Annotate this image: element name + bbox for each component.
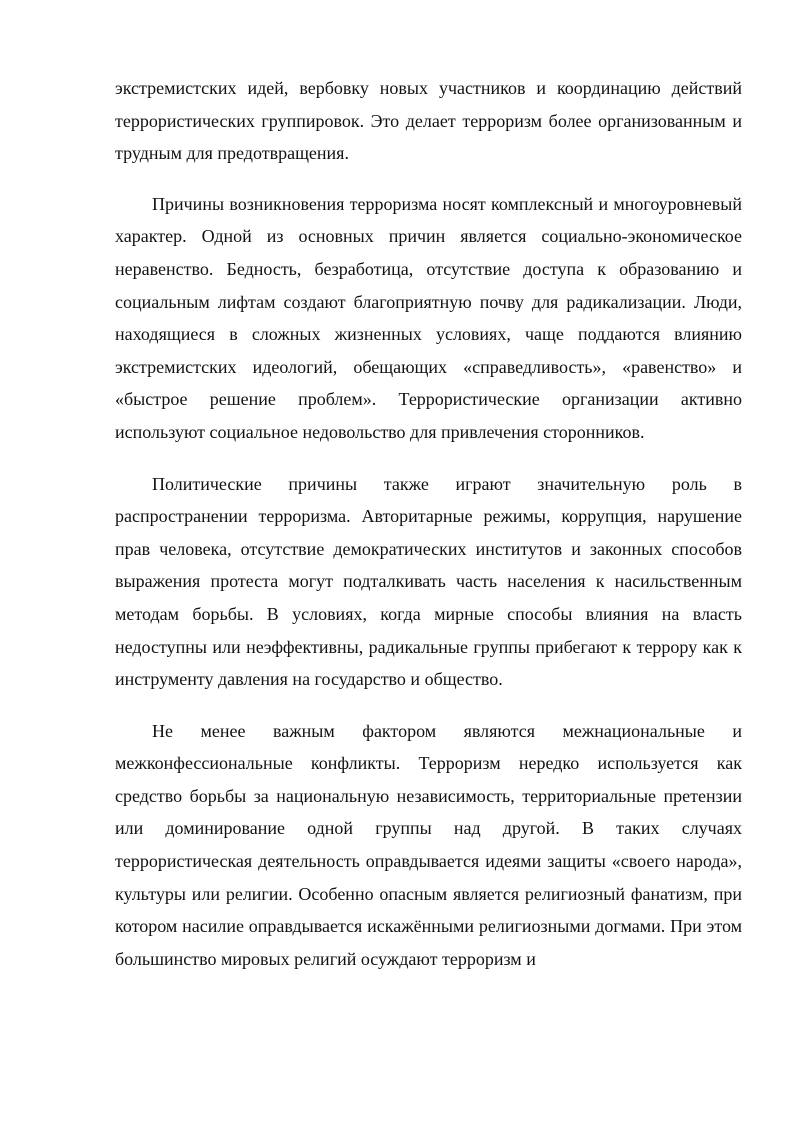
paragraph-continuation: экстремистских идей, вербовку новых участников и координацию действий террористических группировок. Это делает терроризм более организованным и трудным для предотвращения. xyxy=(115,78,742,164)
paragraph-causes: Причины возникновения терроризма носят комплексный и многоуровневый характер. Одной из основных причин является социально-экономическое неравенство. Бедность, безработица, отсутствие доступа к образованию и социальным лифтам создают благоприятную почву для радикализации. Люди, находящиеся в сложных жизненных условиях, чаще поддаются влиянию экстремистских идеологий, обещающих «справедливость», «равенство» и «быстрое решение проблем». Террористические организации активно используют социальное недовольство для привлечения сторонников. xyxy=(115,193,742,442)
paragraph-political-causes: Политические причины также играют значительную роль в распространении терроризма. Авторитарные режимы, коррупция, нарушение прав человека, отсутствие демократических институтов и законных способов выражения протеста могут подталкивать часть населения к насильственным методам борьбы. В условиях, когда мирные способы влияния на власть недоступны или неэффективны, радикальные группы прибегают к террору как к инструменту давления на государство и общество. xyxy=(115,473,742,690)
document-page xyxy=(115,72,742,975)
paragraph-ethnic-conflicts: Не менее важным фактором являются межнациональные и межконфессиональные конфликты. Терроризм нередко используется как средство борьбы за национальную независимость, территориальные претензии или доминирование одной группы над другой. В таких случаях террористическая деятельность оправдывается идеями защиты «своего народа», культуры или религии. Особенно опасным является религиозный фанатизм, при котором насилие оправдывается искажёнными религиозными догмами. При этом большинство мировых религий осуждают терроризм и xyxy=(115,720,742,969)
